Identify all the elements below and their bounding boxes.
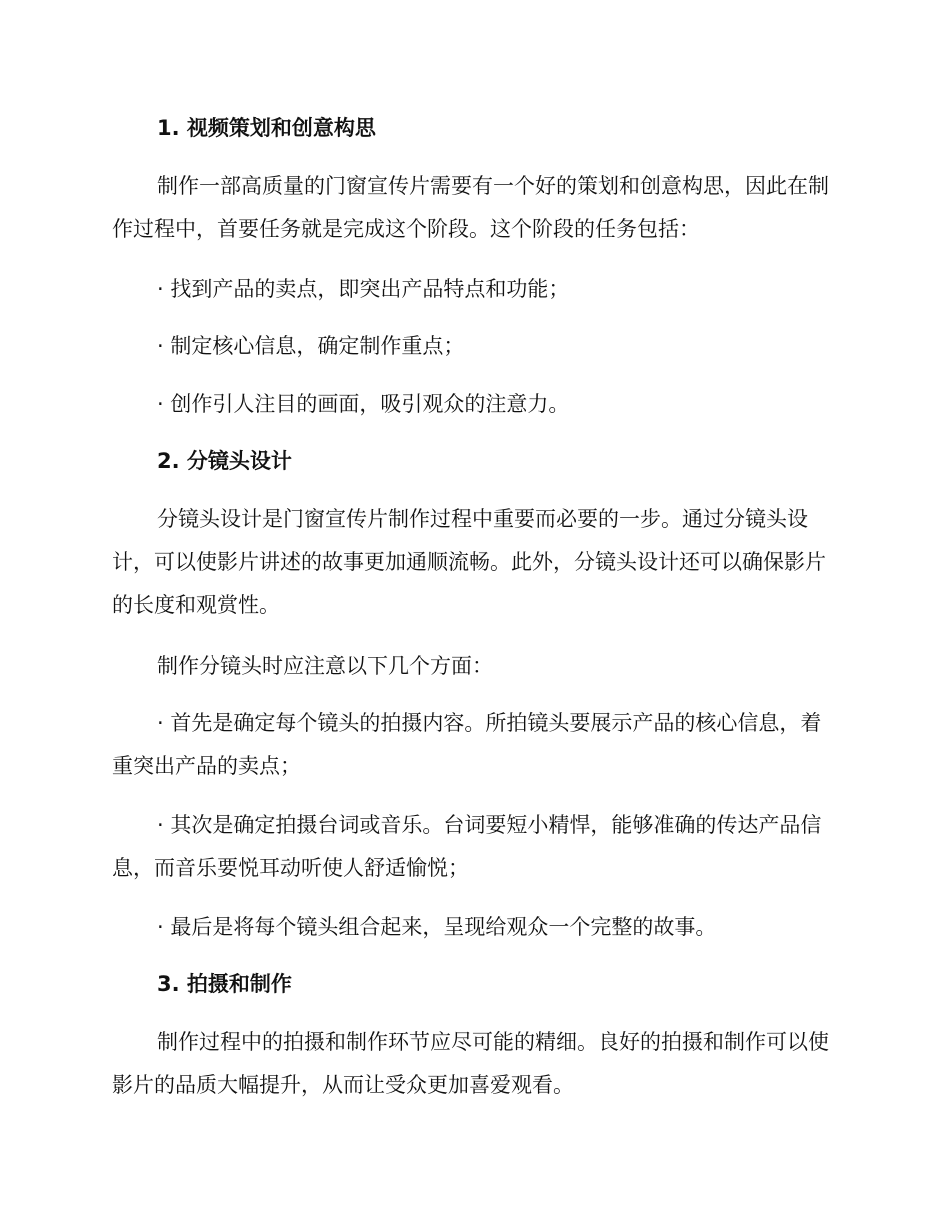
section-3-heading: 3. 拍摄和制作 bbox=[157, 972, 292, 996]
section-1-bullet-3: · 创作引人注目的画面，吸引观众的注意力。 bbox=[157, 392, 570, 416]
section-2-bullet-1: · 首先是确定每个镜头的拍摄内容。所拍镜头要展示产品的核心信息，着重突出产品的卖点； bbox=[112, 711, 822, 778]
section-2-paragraph-1: 分镜头设计是门窗宣传片制作过程中重要而必要的一步。通过分镜头设计，可以使影片讲述的故事更加通顺流畅。此外，分镜头设计还可以确保影片的长度和观赏性。 bbox=[112, 507, 826, 617]
section-3-paragraph: 制作过程中的拍摄和制作环节应尽可能的精细。良好的拍摄和制作可以使影片的品质大幅提升，从而让受众更加喜爱观看。 bbox=[112, 1030, 829, 1097]
section-1-paragraph: 制作一部高质量的门窗宣传片需要有一个好的策划和创意构思，因此在制作过程中，首要任务就是完成这个阶段。这个阶段的任务包括： bbox=[112, 174, 829, 241]
section-2-heading: 2. 分镜头设计 bbox=[157, 449, 292, 473]
section-1-bullet-2: · 制定核心信息，确定制作重点； bbox=[157, 334, 465, 358]
section-1-heading: 1. 视频策划和创意构思 bbox=[157, 116, 376, 140]
section-1-bullet-1: · 找到产品的卖点，即突出产品特点和功能； bbox=[157, 277, 570, 301]
section-2-paragraph-2: 制作分镜头时应注意以下几个方面： bbox=[157, 654, 493, 678]
section-2-bullet-3: · 最后是将每个镜头组合起来，呈现给观众一个完整的故事。 bbox=[157, 915, 717, 939]
section-2-bullet-2: · 其次是确定拍摄台词或音乐。台词要短小精悍，能够准确的传达产品信息，而音乐要悦耳动听使人舒适愉悦； bbox=[112, 813, 822, 880]
